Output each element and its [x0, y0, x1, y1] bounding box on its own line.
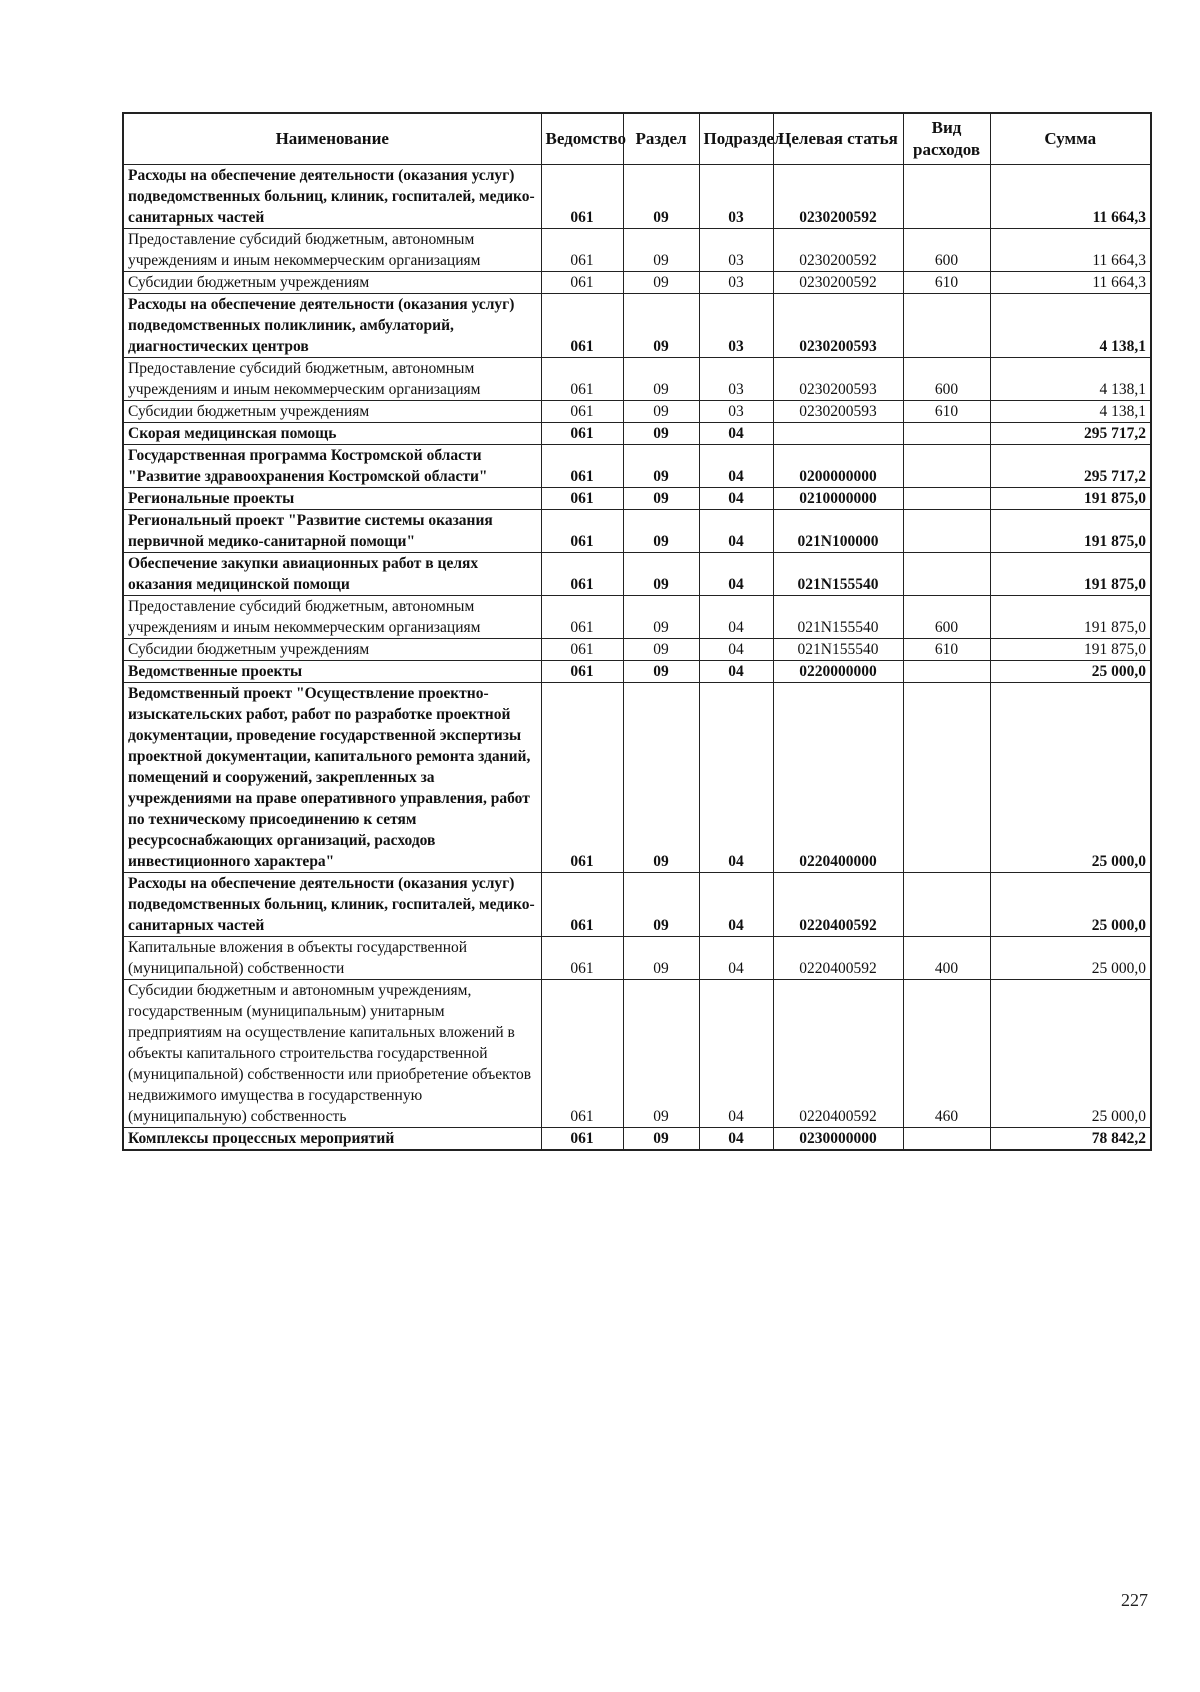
cell-department: 061 [541, 444, 623, 487]
cell-amount: 25 000,0 [990, 682, 1151, 872]
cell-expense-type: 600 [903, 228, 990, 271]
cell-subsection: 04 [699, 552, 773, 595]
cell-target-article: 021N155540 [773, 552, 903, 595]
header-expense-type: Вид расходов [903, 113, 990, 164]
cell-target-article: 0230200593 [773, 357, 903, 400]
cell-target-article: 021N100000 [773, 509, 903, 552]
cell-name: Региональные проекты [123, 487, 541, 509]
cell-name: Региональный проект "Развитие системы оказания первичной медико-санитарной помощи" [123, 509, 541, 552]
cell-target-article: 0220400000 [773, 682, 903, 872]
cell-expense-type: 460 [903, 979, 990, 1127]
cell-name: Капитальные вложения в объекты государственной (муниципальной) собственности [123, 936, 541, 979]
cell-expense-type [903, 422, 990, 444]
cell-name: Скорая медицинская помощь [123, 422, 541, 444]
table-row [123, 228, 1151, 271]
cell-amount: 11 664,3 [990, 228, 1151, 271]
cell-amount: 4 138,1 [990, 357, 1151, 400]
table-body [123, 164, 1151, 1150]
cell-name: Предоставление субсидий бюджетным, автономным учреждениям и иным некоммерческим организациям [123, 357, 541, 400]
cell-subsection: 04 [699, 509, 773, 552]
cell-department: 061 [541, 487, 623, 509]
cell-section: 09 [623, 1127, 699, 1150]
cell-target-article: 0210000000 [773, 487, 903, 509]
cell-department: 061 [541, 682, 623, 872]
cell-section: 09 [623, 595, 699, 638]
table-row [123, 638, 1151, 660]
cell-section: 09 [623, 357, 699, 400]
cell-name: Обеспечение закупки авиационных работ в целях оказания медицинской помощи [123, 552, 541, 595]
cell-expense-type [903, 487, 990, 509]
cell-expense-type [903, 444, 990, 487]
cell-expense-type: 600 [903, 357, 990, 400]
table-row [123, 595, 1151, 638]
cell-expense-type [903, 164, 990, 228]
cell-subsection: 03 [699, 400, 773, 422]
cell-section: 09 [623, 444, 699, 487]
cell-section: 09 [623, 872, 699, 936]
cell-subsection: 03 [699, 293, 773, 357]
table-row [123, 682, 1151, 872]
cell-subsection: 04 [699, 682, 773, 872]
cell-name: Расходы на обеспечение деятельности (оказания услуг) подведомственных больниц, клиник, госпиталей, медико-санитарных частей [123, 164, 541, 228]
cell-name: Расходы на обеспечение деятельности (оказания услуг) подведомственных поликлиник, амбулаторий, диагностических центров [123, 293, 541, 357]
cell-expense-type: 610 [903, 400, 990, 422]
cell-subsection: 04 [699, 444, 773, 487]
cell-department: 061 [541, 552, 623, 595]
cell-expense-type: 400 [903, 936, 990, 979]
header-subsection: Подраздел [699, 113, 773, 164]
cell-target-article: 0230200593 [773, 293, 903, 357]
cell-subsection: 03 [699, 164, 773, 228]
header-target-article: Целевая статья [773, 113, 903, 164]
cell-name: Ведомственные проекты [123, 660, 541, 682]
cell-section: 09 [623, 936, 699, 979]
cell-department: 061 [541, 400, 623, 422]
cell-subsection: 04 [699, 1127, 773, 1150]
cell-department: 061 [541, 293, 623, 357]
cell-expense-type [903, 1127, 990, 1150]
cell-name: Субсидии бюджетным и автономным учреждениям, государственным (муниципальным) унитарным предприятиям на осуществление капитальных вложений в объекты капитального строительства государственной (муниципальной) собственности или приобретение объектов недвижимого имущества в государственную (муниципальную) собственность [123, 979, 541, 1127]
cell-section: 09 [623, 552, 699, 595]
cell-amount: 11 664,3 [990, 164, 1151, 228]
cell-name: Комплексы процессных мероприятий [123, 1127, 541, 1150]
cell-department: 061 [541, 638, 623, 660]
cell-section: 09 [623, 487, 699, 509]
table-row [123, 357, 1151, 400]
header-name: Наименование [123, 113, 541, 164]
cell-department: 061 [541, 595, 623, 638]
cell-section: 09 [623, 164, 699, 228]
table-row [123, 660, 1151, 682]
cell-target-article: 0230200593 [773, 400, 903, 422]
cell-subsection: 04 [699, 487, 773, 509]
cell-name: Расходы на обеспечение деятельности (оказания услуг) подведомственных больниц, клиник, госпиталей, медико-санитарных частей [123, 872, 541, 936]
cell-target-article: 0230000000 [773, 1127, 903, 1150]
page-number: 227 [1121, 1590, 1148, 1610]
cell-section: 09 [623, 509, 699, 552]
cell-section: 09 [623, 293, 699, 357]
cell-amount: 25 000,0 [990, 872, 1151, 936]
cell-section: 09 [623, 271, 699, 293]
header-department: Ведомство [541, 113, 623, 164]
cell-expense-type [903, 660, 990, 682]
cell-expense-type [903, 552, 990, 595]
budget-table [122, 112, 1152, 1151]
cell-amount: 191 875,0 [990, 487, 1151, 509]
cell-department: 061 [541, 422, 623, 444]
table-row [123, 422, 1151, 444]
cell-target-article: 0220400592 [773, 979, 903, 1127]
cell-name: Государственная программа Костромской области "Развитие здравоохранения Костромской области" [123, 444, 541, 487]
cell-department: 061 [541, 936, 623, 979]
cell-amount: 191 875,0 [990, 552, 1151, 595]
cell-expense-type [903, 509, 990, 552]
table-row [123, 1127, 1151, 1150]
cell-amount: 25 000,0 [990, 979, 1151, 1127]
cell-subsection: 03 [699, 271, 773, 293]
cell-amount: 295 717,2 [990, 444, 1151, 487]
cell-amount: 191 875,0 [990, 509, 1151, 552]
cell-target-article: 021N155540 [773, 595, 903, 638]
cell-target-article: 0230200592 [773, 164, 903, 228]
cell-expense-type: 610 [903, 271, 990, 293]
cell-subsection: 03 [699, 228, 773, 271]
cell-section: 09 [623, 422, 699, 444]
table-row [123, 444, 1151, 487]
cell-department: 061 [541, 979, 623, 1127]
cell-subsection: 04 [699, 638, 773, 660]
cell-target-article: 0220400592 [773, 936, 903, 979]
cell-amount: 4 138,1 [990, 293, 1151, 357]
cell-target-article: 0230200592 [773, 271, 903, 293]
table-row [123, 979, 1151, 1127]
cell-target-article: 021N155540 [773, 638, 903, 660]
table-header [123, 113, 1151, 164]
cell-name: Предоставление субсидий бюджетным, автономным учреждениям и иным некоммерческим организациям [123, 595, 541, 638]
cell-expense-type: 600 [903, 595, 990, 638]
cell-amount: 25 000,0 [990, 660, 1151, 682]
cell-name: Субсидии бюджетным учреждениям [123, 400, 541, 422]
table-row [123, 936, 1151, 979]
table-row [123, 164, 1151, 228]
table-row [123, 872, 1151, 936]
cell-amount: 4 138,1 [990, 400, 1151, 422]
header-section: Раздел [623, 113, 699, 164]
cell-section: 09 [623, 979, 699, 1127]
cell-expense-type [903, 872, 990, 936]
cell-department: 061 [541, 872, 623, 936]
table-row [123, 293, 1151, 357]
cell-name: Предоставление субсидий бюджетным, автономным учреждениям и иным некоммерческим организациям [123, 228, 541, 271]
cell-department: 061 [541, 164, 623, 228]
cell-expense-type [903, 682, 990, 872]
cell-amount: 191 875,0 [990, 638, 1151, 660]
cell-expense-type [903, 293, 990, 357]
cell-name: Субсидии бюджетным учреждениям [123, 638, 541, 660]
cell-section: 09 [623, 682, 699, 872]
table-row [123, 487, 1151, 509]
table-row [123, 509, 1151, 552]
cell-subsection: 04 [699, 872, 773, 936]
cell-amount: 191 875,0 [990, 595, 1151, 638]
cell-name: Субсидии бюджетным учреждениям [123, 271, 541, 293]
cell-department: 061 [541, 1127, 623, 1150]
cell-target-article: 0230200592 [773, 228, 903, 271]
cell-subsection: 04 [699, 936, 773, 979]
cell-amount: 25 000,0 [990, 936, 1151, 979]
cell-target-article [773, 422, 903, 444]
cell-department: 061 [541, 357, 623, 400]
cell-section: 09 [623, 638, 699, 660]
cell-amount: 78 842,2 [990, 1127, 1151, 1150]
cell-target-article: 0220400592 [773, 872, 903, 936]
cell-expense-type: 610 [903, 638, 990, 660]
table-row [123, 271, 1151, 293]
cell-department: 061 [541, 271, 623, 293]
header-amount: Сумма [990, 113, 1151, 164]
cell-target-article: 0200000000 [773, 444, 903, 487]
cell-subsection: 04 [699, 422, 773, 444]
cell-department: 061 [541, 509, 623, 552]
cell-subsection: 04 [699, 660, 773, 682]
cell-name: Ведомственный проект "Осуществление проектно-изыскательских работ, работ по разработке проектной документации, проведение государственной экспертизы проектной документации, капитального ремонта зданий, помещений и сооружений, закрепленных за учреждениями на праве оперативного управления, работ по техническому присоединению к сетям ресурсоснабжающих организаций, расходов инвестиционного характера" [123, 682, 541, 872]
cell-department: 061 [541, 228, 623, 271]
cell-section: 09 [623, 660, 699, 682]
cell-section: 09 [623, 400, 699, 422]
cell-section: 09 [623, 228, 699, 271]
cell-department: 061 [541, 660, 623, 682]
cell-amount: 295 717,2 [990, 422, 1151, 444]
table-row [123, 400, 1151, 422]
cell-amount: 11 664,3 [990, 271, 1151, 293]
table-row [123, 552, 1151, 595]
cell-subsection: 03 [699, 357, 773, 400]
cell-subsection: 04 [699, 595, 773, 638]
cell-target-article: 0220000000 [773, 660, 903, 682]
cell-subsection: 04 [699, 979, 773, 1127]
